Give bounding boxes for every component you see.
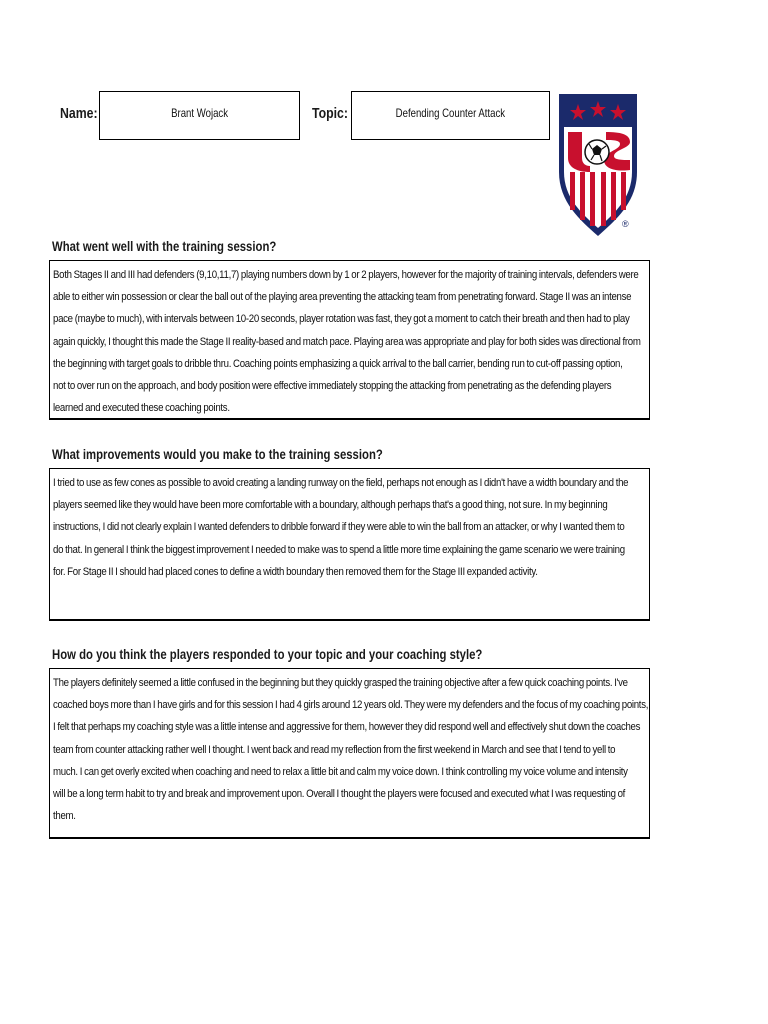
answer-line: team from counter attacking rather well I thought. I went back and read my reflection from the first weekend in March and see that I tend to yell to — [53, 743, 616, 756]
answer-line: will be a long term habit to try and break and improvement upon. Overall I thought the players were focused and executed what I was requesting of — [53, 788, 626, 801]
answer-line: instructions, I did not clearly explain I wanted defenders to dribble forward if they were able to win the ball from an attacker, or why I wanted them to — [53, 521, 625, 534]
answer-line: players seemed like they would have been more comfortable with a boundary, although perhaps that's a good thing, not sure. In my beginning — [53, 499, 608, 512]
name-field[interactable] — [99, 91, 300, 140]
registered-mark: ® — [622, 219, 629, 229]
answer-line: not to over run on the approach, and body position were effective immediately stopping the attacking from penetrating as the defending players — [53, 380, 612, 393]
name-value: Brant Wojack — [171, 106, 228, 120]
answer-line: Both Stages II and III had defenders (9,10,11,7) playing numbers down by 1 or 2 players, however for the majority of training intervals, defenders were — [53, 269, 639, 281]
topic-label: Topic: — [312, 105, 348, 122]
answer-line: coached boys more than I have girls and for this session I had 4 girls around 12 years old. They were my defenders and the focus of my coaching points, — [53, 699, 649, 712]
answer-line: The players definitely seemed a little confused in the beginning but they quickly grasped the training objective after a few quick coaching points. I've — [53, 677, 628, 689]
topic-field[interactable] — [351, 91, 550, 140]
answer-line: the beginning with target goals to dribble thru. Coaching points emphasizing a quick arrival to the ball carrier, bending run to cut-off passing option, — [53, 357, 623, 370]
topic-value: Defending Counter Attack — [395, 106, 506, 120]
answer-line: for. For Stage II I should had placed cones to define a width boundary then removed them for the Stage III expanded activity. — [53, 565, 538, 578]
name-label: Name: — [60, 105, 98, 122]
section-heading-improvements: What improvements would you make to the training session? — [52, 447, 383, 462]
section-heading-players-responded: How do you think the players responded to your topic and your coaching style? — [52, 647, 483, 662]
answer-line: do that. In general I think the biggest improvement I needed to make was to spend a little more time explaining the game scenario we were training — [53, 543, 625, 556]
answer-line: much. I can get overly excited when coaching and need to relax a little bit and calm my voice down. I think controlling my voice volume and intensity — [53, 765, 628, 778]
answer-line: able to either win possession or clear the ball out of the playing area preventing the attacking team from penetrating forward. Stage II was an intense — [53, 291, 632, 304]
answer-line: them. — [53, 810, 76, 823]
answer-line: pace (maybe to much), with intervals between 10-20 seconds, player rotation was fast, they got a moment to catch their breath and then had to play — [53, 313, 630, 326]
answer-line: again quickly, I thought this made the Stage II reality-based and match pace. Playing area was appropriate and play for both sides was directional from — [53, 335, 641, 348]
players-responded-answer[interactable] — [49, 668, 650, 839]
answer-line: learned and executed these coaching points. — [53, 402, 230, 415]
went-well-answer[interactable] — [49, 260, 650, 420]
improvements-answer[interactable] — [49, 468, 650, 621]
answer-line: I tried to use as few cones as possible to avoid creating a landing runway on the field, perhaps not enough as I didn't have a width boundary and the — [53, 477, 629, 489]
section-heading-went-well: What went well with the training session? — [52, 239, 277, 254]
answer-line: I felt that perhaps my coaching style was a little intense and aggressive for them, however they did respond well and effectively shut down the coaches — [53, 721, 641, 734]
us-soccer-crest-icon — [556, 92, 640, 238]
